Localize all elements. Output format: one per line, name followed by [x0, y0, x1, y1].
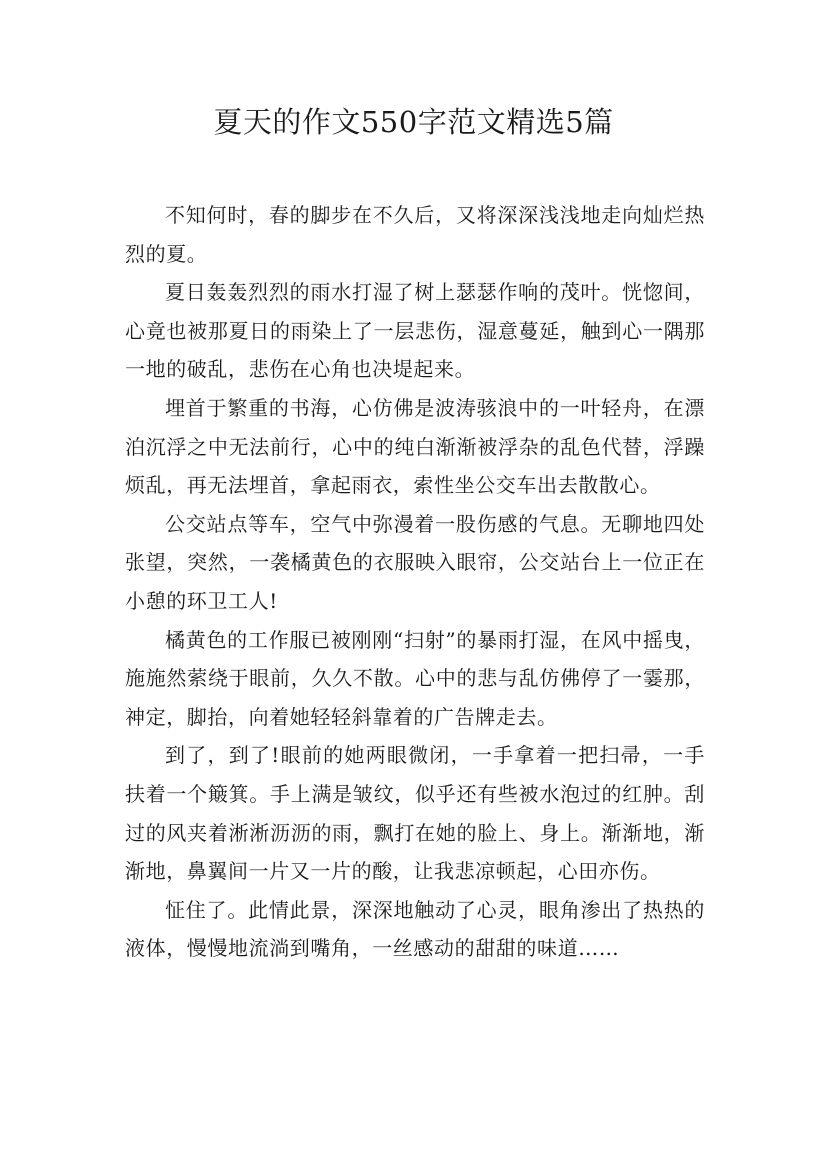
paragraph: 橘黄色的工作服已被刚刚“扫射”的暴雨打湿，在风中摇曳，施施然萦绕于眼前，久久不散。心中的悲与乱仿佛停了一霎那，神定，脚抬，向着她轻轻斜靠着的广告牌走去。 — [125, 627, 705, 729]
article-body — [125, 196, 705, 968]
paragraph: 怔住了。此情此景，深深地触动了心灵，眼角渗出了热热的液体，慢慢地流淌到嘴角，一丝感动的甜甜的味道…… — [125, 897, 705, 961]
page-title: 夏天的作文550字范文精选5篇 — [213, 105, 614, 139]
paragraph: 埋首于繁重的书海，心仿佛是波涛骇浪中的一叶轻舟，在漂泊沉浮之中无法前行，心中的纯白渐渐被浮杂的乱色代替，浮躁烦乱，再无法埋首，拿起雨衣，索性坐公交车出去散散心。 — [125, 395, 705, 498]
paragraph: 公交站点等车，空气中弥漫着一股伤感的气息。无聊地四处张望，突然，一袭橘黄色的衣服映入眼帘，公交站台上一位正在小憩的环卫工人! — [125, 511, 705, 613]
paragraph: 到了，到了!眼前的她两眼微闭，一手拿着一把扫帚，一手扶着一个簸箕。手上满是皱纹，似乎还有些被水泡过的红肿。刮过的风夹着淅淅沥沥的雨，飘打在她的脸上、身上。渐渐地，渐渐地，鼻翼间一片又一片的酸，让我悲凉顿起，心田亦伤。 — [125, 743, 705, 884]
paragraph: 不知何时，春的脚步在不久后，又将深深浅浅地走向灿烂热烈的夏。 — [125, 203, 705, 266]
paragraph: 夏日轰轰烈烈的雨水打湿了树上瑟瑟作响的茂叶。恍惚间，心竟也被那夏日的雨染上了一层悲伤，湿意蔓延，触到心一隅那一地的破乱，悲伤在心角也决堤起来。 — [125, 280, 705, 382]
